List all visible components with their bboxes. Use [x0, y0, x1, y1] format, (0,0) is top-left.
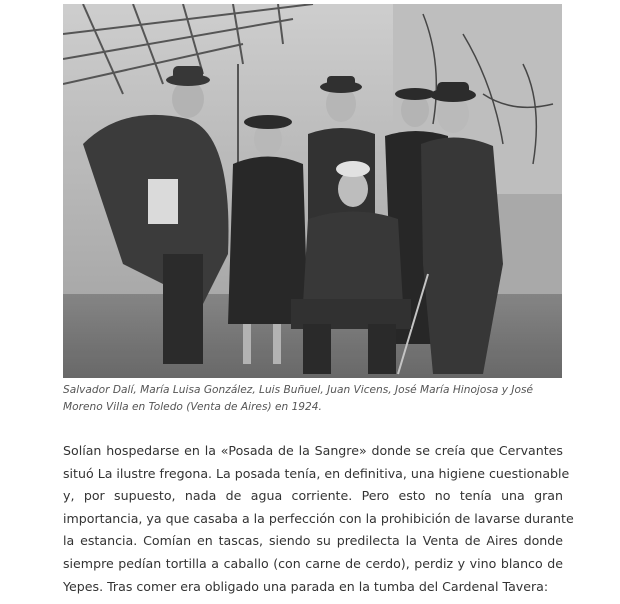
paragraph-line: situó La ilustre fregona. La posada tenía, en definitiva, una higiene cuestionable: [63, 465, 570, 481]
paragraph-line: siempre pedían tortilla a caballo (con carne de cerdo), perdiz y vino blanco de: [63, 555, 563, 571]
paragraph-line: Solían hospedarse en la «Posada de la Sangre» donde se creía que Cervantes: [63, 443, 563, 458]
historical-photo: [63, 4, 562, 378]
caption-line-1: Salvador Dalí, María Luisa González, Luis Buñuel, Juan Vicens, José María Hinojosa y José: [63, 384, 534, 396]
paragraph-line: importancia, ya que casaba a la perfección con la prohibición de lavarse durante: [63, 510, 574, 526]
paragraph-line: y, por supuesto, nada de agua corriente. Pero esto no tenía una gran: [63, 488, 563, 504]
paragraph-line: Yepes. Tras comer era obligado una parada en la tumba del Cardenal Tavera:: [63, 578, 549, 594]
photo-caption: [63, 382, 563, 416]
photo-illustration: [63, 4, 562, 378]
article-paragraph: [63, 440, 574, 598]
paragraph-line: la estancia. Comían en tascas, siendo su predilecta la Venta de Aires donde: [63, 533, 563, 549]
caption-line-2: Moreno Villa en Toledo (Venta de Aires) en 1924.: [63, 401, 322, 413]
